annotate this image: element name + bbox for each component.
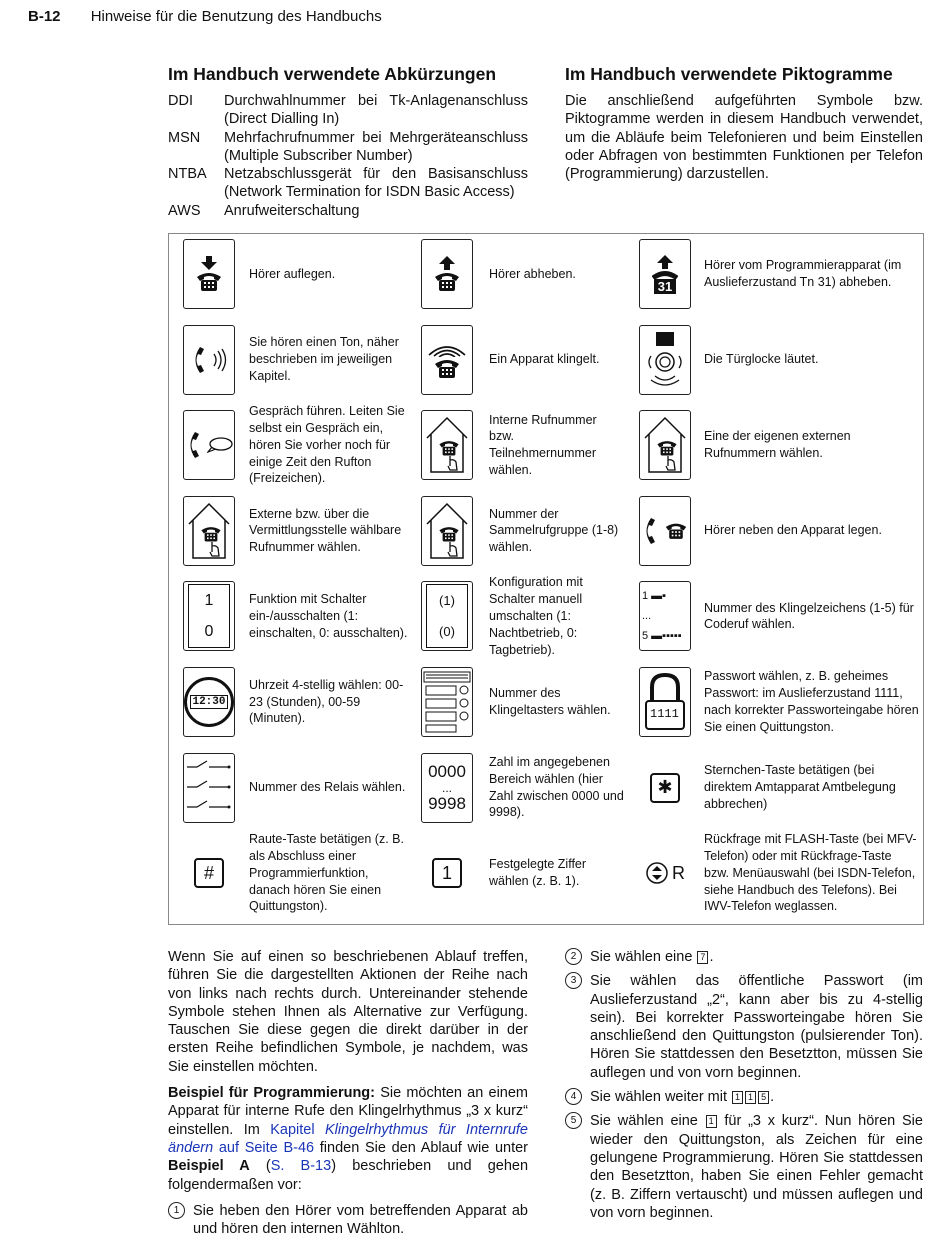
icon-label: (0) [439,624,455,640]
padlock-password-icon [639,667,691,737]
pictogram-description: Passwort wählen, z. B. geheimes Passwort: im Auslieferzustand 1111, nach korrekter Passworteingabe hören Sie einen Quittungston. [704,669,919,734]
icon-graphic [641,516,663,546]
example-text: ( [249,1158,271,1175]
lower-left-text [168,948,528,1244]
chapter-link-text: Kapitel [270,1121,326,1138]
page-number: B-12 [28,8,61,25]
example-text: Sie möchten an einem Apparat für interne Rufe den Klingelrhythmus „3 x kurz“ einstellen. Im [168,1085,528,1138]
pictogram-description: Konfiguration mit Schalter manuell umschalten (1: Nachtbetrieb, 0: Tagbetrieb). [489,575,583,657]
abbr-key: MSN [168,129,201,146]
pictogram-description: Sie hören einen Ton, näher beschrieben im jeweiligen Kapitel. [249,335,399,383]
pictogram-description: Nummer des Klingelzeichens (1-5) für Coderuf wählen. [704,600,914,632]
chapter-link-title: Klingelrhythmus für Internrufe ändern [168,1121,528,1156]
abbr-key: AWS [168,202,201,219]
handset-beside-phone-icon [639,496,691,566]
step-text: Sie wählen eine [590,1113,705,1130]
icon-graphic [207,437,233,453]
icon-graphic [190,345,212,375]
icon-graphic [438,256,456,270]
relay-icon [183,753,235,823]
flash-r-key-icon [639,838,691,908]
icon-graphic [185,430,207,460]
abbr-key: NTBA [168,166,207,183]
icon-label: ✱ [650,773,680,803]
step-text: für „3 x kurz“. Nun hören Sie wieder den Quittungston, als Zeichen für eine gelungene Programmierung. Hören Sie stattdessen den Besetztton, haben Sie einen Fehler gemacht (z. B. Ziffern vertauscht) und müssen auflegen und von vorn beginnen. [590,1113,923,1221]
group-dial-icon [421,496,473,566]
hash-key-icon [183,838,235,908]
doorbell-icon [639,325,691,395]
phone-lift-31-icon [639,239,691,309]
pictogram-description: Externe bzw. über die Vermittlungsstelle wählbare Rufnummer wählen. [249,506,402,555]
abbreviations-heading: Im Handbuch verwendete Abkürzungen [168,64,497,84]
icon-label: 1111 [650,707,679,721]
pictogram-description: Eine der eigenen externen Rufnummern wählen. [704,429,851,461]
step-number: 5 [565,1112,582,1129]
pictogram-description: Hörer vom Programmierapparat (im Auslieferzustand Tn 31) abheben. [704,258,902,289]
handset-tone-icon [183,325,235,395]
icon-label: R [672,862,685,883]
pictogram-description: Nummer des Relais wählen. [249,780,406,795]
icon-graphic [664,454,678,472]
pictogram-description: Raute-Taste betätigen (z. B. als Abschluss einer Programmierfunktion, danach hören Sie einen Quittungston). [249,832,404,914]
pictogram-description: Hörer auflegen. [249,266,336,281]
icon-graphic [200,256,218,270]
example-text: finden Sie den Ablauf wie unter [314,1139,529,1156]
lower-right-text [565,948,923,1228]
icon-graphic [185,757,233,819]
icon-label: ... [642,610,652,623]
pictogram-description: Gespräch führen. Leiten Sie selbst ein Gespräch ein, hören Sie vorher noch für einige Zeit den Rufton (Freizeichen). [249,404,405,486]
icon-label: ... [441,780,452,795]
digit-key: 1 [745,1091,756,1104]
pictogram-description: Uhrzeit 4-stellig wählen: 00-23 (Stunden), 00-59 (Minuten). [249,677,404,726]
step-number: 4 [565,1088,582,1105]
step-number: 2 [565,948,582,965]
icon-label: 12:30 [192,696,226,708]
icon-label: 1 [642,590,649,603]
abbr-desc: Durchwahlnummer bei Tk-Anlagenanschluss (Direct Dialling In) [224,93,528,128]
icon-graphic [446,540,460,558]
pictogram-description: Interne Rufnummer bzw. Teilnehmernummer wählen. [489,412,597,477]
example-label: Beispiel für Programmierung: [168,1085,375,1102]
abbr-desc: Netzabschlussgerät für den Basisanschluss (Network Termination for ISDN Basic Access) [224,166,528,201]
step-number: 1 [168,1202,185,1219]
icon-graphic [434,270,460,292]
star-key-icon [639,753,691,823]
icon-graphic [212,348,228,372]
icon-label: 0 [204,622,214,640]
icon-label: # [194,858,224,888]
icon-graphic [652,269,678,279]
pictogram-description: Hörer abheben. [489,266,576,281]
external-own-number-icon [639,410,691,480]
icon-graphic [427,341,467,357]
switch-on-off-icon [183,581,235,651]
step-item [565,948,923,966]
handset-speech-icon [183,410,235,480]
icon-graphic [645,330,685,390]
pictogram-description: Zahl im angegebenen Bereich wählen (hier Zahl zwischen 0000 und 9998). [489,755,624,820]
step-text: Sie wählen weiter mit [590,1089,732,1106]
icon-graphic [640,671,690,733]
abbr-desc: Anrufweiterschaltung [224,202,360,219]
step-text: Sie wählen eine [590,949,697,965]
step-item [565,1112,923,1222]
pictogram-description: Hörer neben den Apparat legen. [704,523,882,538]
digit-key: 1 [732,1091,743,1104]
pictogram-table [168,233,924,925]
step-text: Sie wählen das öffentliche Passwort (im Auslieferzustand „2“, kann aber bis zu 4-stellig sein). Bei korrekter Passworteingabe hören Sie anschließend den Quittungston (pulsierender Ton). Hören Sie stattdessen den Besetztton, müssen Sie auflegen und von vorn beginnen. [590,973,923,1081]
pictogram-description: Ein Apparat klingelt. [489,352,600,367]
icon-graphic [645,861,669,885]
external-dial-icon [183,496,235,566]
icon-label: 5 [642,630,649,643]
pictogram-description: Funktion mit Schalter ein-/ausschalten (1: einschalten, 0: ausschalten). [249,592,408,640]
icon-label: 31 [654,279,676,294]
digit-key: 7 [697,951,708,964]
step-text-end: . [770,1089,775,1106]
icon-graphic [434,357,460,379]
abbr-desc: Mehrfachrufnummer bei Mehrgeräteanschluss (Multiple Subscriber Number) [224,129,528,164]
page-link[interactable]: S. B-13 [270,1158,332,1175]
pictogram-description: Nummer der Sammelrufgruppe (1-8) wählen. [489,506,619,555]
digit-key: 1 [706,1115,717,1128]
icon-graphic [196,270,222,292]
example-paragraph [168,1084,528,1194]
abbr-key: DDI [168,93,193,109]
pictograms-heading: Im Handbuch verwendete Piktogramme [565,64,893,84]
abbreviations-table [168,92,528,220]
example-a-label: Beispiel A [168,1158,250,1175]
chapter-link-page: auf Seite B-46 [213,1139,315,1156]
ring-pattern-icon: 1 ▬▪ ... 5 ▬▪▪▪▪▪ [639,581,691,651]
step-item [565,1088,923,1106]
pictograms-section [565,64,923,183]
abbr-row [168,129,528,166]
step-item [565,972,923,1082]
page-header [28,8,382,25]
icon-label: 9998 [428,793,466,813]
icon-graphic [665,521,687,540]
number-range-icon [421,753,473,823]
icon-label: 0000 [428,761,466,781]
abbreviations-section [168,64,528,220]
abbr-row [168,202,528,220]
pictograms-intro: Die anschließend aufgeführten Symbole bzw. Piktogramme werden in diesem Handbuch verwendet, um die Abläufe beim Telefonieren und beim Einstellen oder Abfragen von bestimmten Funktionen per Telefon (Programmierung) darzustellen. [565,93,923,183]
digit-key-icon [421,838,473,908]
instructions-paragraph: Wenn Sie auf einen so beschriebenen Ablauf treffen, führen Sie die dargestellten Aktionen der Reihe nach von links nach rechts durch. Untereinander stehende Symbole stehen Ihnen als Alternative zur Verfügung. Tauschen Sie diese gegen die direkt darüber in der ersten Reihe befindlichen Symbole, je nachdem, was Sie einstellen möchten. [168,949,528,1075]
icon-graphic [446,454,460,472]
icon-label: 1 [204,591,214,609]
pictogram-description: Rückfrage mit FLASH-Taste (bei MFV-Telefon) oder mit Rückfrage-Taste bzw. Menüauswahl (bei ISDN-Telefon, siehe Handbuch des Telefons). Bei IWV-Telefon weglassen. [704,832,917,914]
internal-dial-icon [421,410,473,480]
pictogram-description: Sternchen-Taste betätigen (bei direktem Amtapparat Amtbelegung abbrechen) [704,763,896,811]
phone-hang-up-icon [183,239,235,309]
icon-graphic [656,255,674,269]
icon-graphic [422,670,472,734]
icon-label: 1 [432,858,462,888]
step-text: Sie heben den Hörer vom betreffenden Apparat ab und hören den internen Wählton. [193,1202,528,1238]
step-text-end: . [709,949,714,965]
pictogram-description: Nummer des Klingeltasters wählen. [489,686,611,717]
phone-ringing-icon [421,325,473,395]
icon-label: (1) [439,593,455,609]
step-item [168,1202,528,1239]
abbr-row [168,165,528,202]
header-title: Hinweise für die Benutzung des Handbuchs [90,8,382,25]
day-night-switch-icon [421,581,473,651]
step-number: 3 [565,972,582,989]
icon-graphic [208,540,222,558]
pictogram-description: Die Türglocke läutet. [704,352,819,367]
digit-key: 5 [758,1091,769,1104]
example-text: ) beschrieben und gehen folgendermaßen vor: [168,1158,529,1193]
bell-button-panel-icon [421,667,473,737]
clock-icon [183,667,235,737]
phone-lift-icon [421,239,473,309]
pictogram-description: Festgelegte Ziffer wählen (z. B. 1). [489,857,587,889]
abbr-row [168,92,528,129]
